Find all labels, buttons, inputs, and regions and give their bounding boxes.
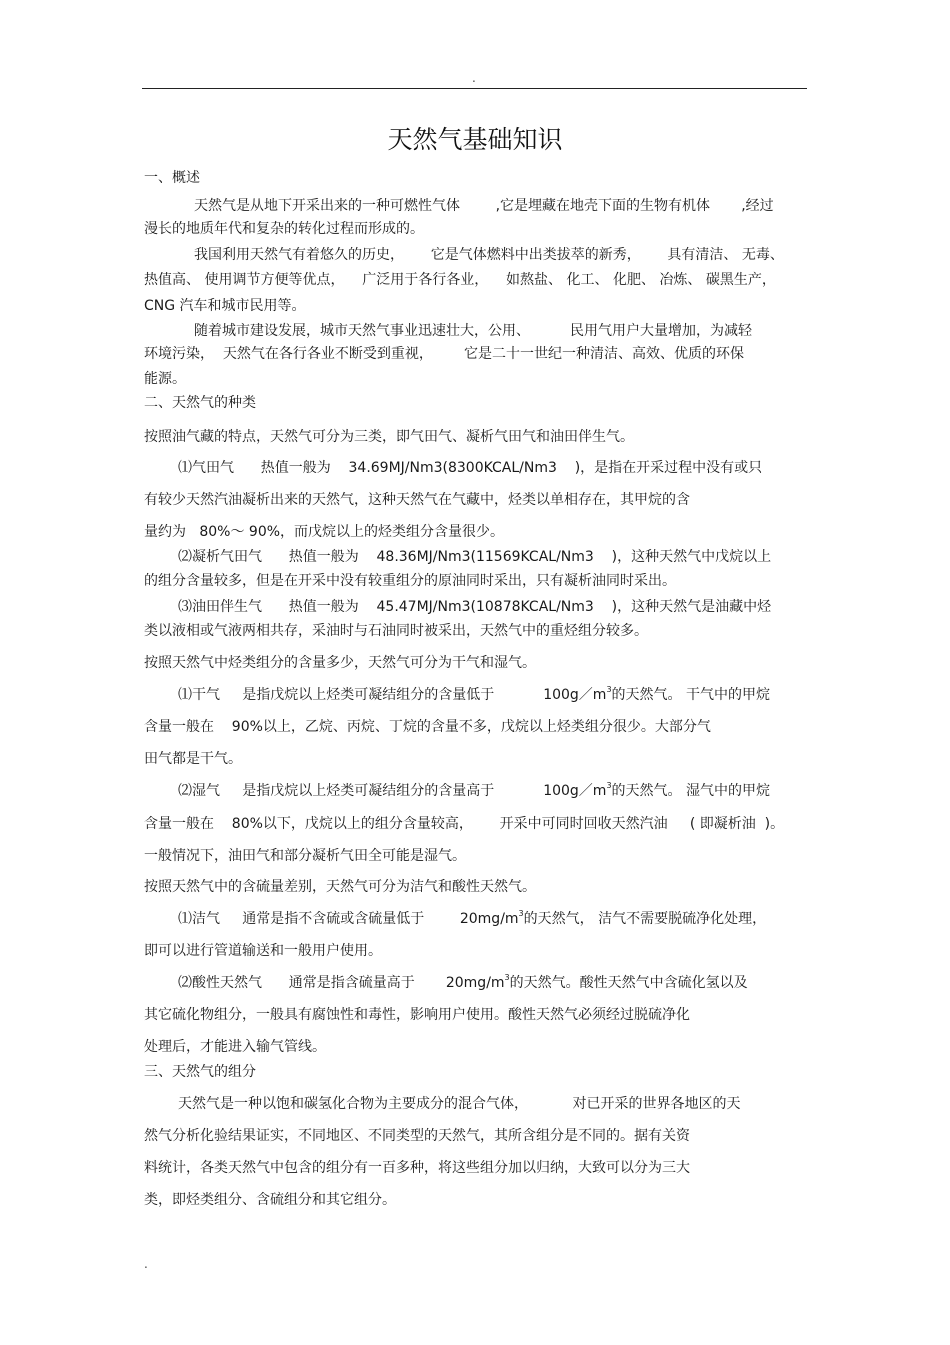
text-line-content: 能源。 — [144, 371, 186, 387]
text-line — [144, 941, 382, 961]
text-line-content: 含量一般在 80%以下，戊烷以上的组分含量较高， 开采中可同时回收天然汽油 ( 即凝析油 )。 — [144, 816, 785, 832]
text-line-content: 然气分析化验结果证实，不同地区、不同类型的天然气，其所含组分是不同的。据有关资 — [144, 1128, 690, 1144]
text-line-content: 类以液相或气液两相共存，采油时与石油同时被采出，天然气中的重烃组分较多。 — [144, 623, 648, 639]
text-line-content: ⑵凝析气田气 热值一般为 48.36MJ/Nm3(11569KCAL/Nm3 )，这种天然气中戊烷以上 — [178, 549, 772, 565]
text-line-tail: 的天然气。 干气中的甲烷 — [611, 687, 770, 703]
text-line-content: 类，即烃类组分、含硫组分和其它组分。 — [144, 1192, 396, 1208]
text-line — [144, 717, 711, 737]
text-line-tail: 的天然气。酸性天然气中含硫化氢以及 — [509, 975, 748, 991]
text-line — [144, 522, 504, 542]
text-line-content: 即可以进行管道输送和一般用户使用。 — [144, 943, 382, 959]
text-line — [144, 621, 648, 641]
text-line — [144, 653, 536, 673]
text-line — [144, 369, 186, 389]
text-line-content: ⑴干气 是指戊烷以上烃类可凝结组分的含量低于 100g／m — [178, 687, 607, 703]
text-line — [144, 571, 676, 591]
text-line-content: 按照天然气中的含硫量差别，天然气可分为洁气和酸性天然气。 — [144, 879, 536, 895]
text-line-content: 热值高、 使用调节方便等优点， 广泛用于各行各业， 如熬盐、 化工、 化肥、 冶炼、 碳黑生产， — [144, 272, 776, 288]
text-line — [144, 846, 466, 866]
text-line — [144, 1126, 690, 1146]
text-line — [178, 909, 766, 929]
text-line — [144, 749, 242, 769]
text-line — [144, 270, 776, 290]
text-line-content: 按照天然气中烃类组分的含量多少，天然气可分为干气和湿气。 — [144, 655, 536, 671]
text-line-content: ⑵酸性天然气 通常是指含硫量高于 20mg/m — [178, 975, 505, 991]
text-line — [144, 219, 424, 239]
text-line-content: 漫长的地质年代和复杂的转化过程而形成的。 — [144, 221, 424, 237]
text-line — [178, 973, 748, 993]
text-line — [178, 597, 771, 617]
superscript: 3 — [606, 781, 612, 790]
text-line-content: 按照油气藏的特点，天然气可分为三类，即气田气、凝析气田气和油田伴生气。 — [144, 429, 634, 445]
text-line — [144, 296, 306, 316]
text-line-content: 环境污染， 天然气在各行各业不断受到重视， 它是二十一世纪一种清洁、高效、优质的环保 — [144, 346, 745, 362]
text-line — [144, 1005, 690, 1025]
header-rule — [142, 88, 807, 89]
text-line-content: ⑴洁气 通常是指不含硫或含硫量低于 20mg/m — [178, 911, 519, 927]
text-line-content: ⑴气田气 热值一般为 34.69MJ/Nm3(8300KCAL/Nm3 )，是指在开采过程中没有或只 — [178, 460, 763, 476]
text-line — [194, 245, 784, 265]
superscript: 3 — [606, 685, 612, 694]
text-line — [144, 490, 690, 510]
text-line-tail: 的天然气， 洁气不需要脱硫净化处理， — [523, 911, 767, 927]
text-line — [144, 1190, 396, 1210]
text-line-content: 天然气是从地下开采出来的一种可燃性气体 ,它是埋藏在地壳下面的生物有机体 ,经过 — [194, 198, 774, 214]
text-line — [178, 685, 770, 705]
text-line-tail: 的天然气。 湿气中的甲烷 — [611, 783, 770, 799]
text-line-content: 一般情况下，油田气和部分凝析气田全可能是湿气。 — [144, 848, 466, 864]
text-line-content: 处理后，才能进入输气管线。 — [144, 1039, 326, 1055]
text-line — [144, 814, 784, 834]
text-line — [144, 344, 744, 364]
superscript: 3 — [504, 973, 510, 982]
text-line — [144, 1158, 690, 1178]
text-line-content: 的组分含量较多，但是在开采中没有较重组分的原油同时采出，只有凝析油同时采出。 — [144, 573, 676, 589]
text-line-content: 含量一般在 90%以上，乙烷、丙烷、丁烷的含量不多，戊烷以上烃类组分很少。大部分气 — [144, 719, 711, 735]
document-title: 天然气基础知识 — [387, 125, 563, 154]
text-line-content: ⑶油田伴生气 热值一般为 45.47MJ/Nm3(10878KCAL/Nm3 )，这种天然气是油藏中烃 — [178, 599, 772, 615]
text-line — [144, 1062, 256, 1082]
text-line-content: 天然气是一种以饱和碳氢化合物为主要成分的混合气体， 对已开采的世界各地区的天 — [178, 1096, 741, 1112]
footer-dot: . — [144, 1257, 148, 1271]
text-line — [178, 547, 771, 567]
text-line — [144, 393, 256, 413]
text-line — [144, 877, 536, 897]
text-line — [144, 427, 634, 447]
text-line — [194, 196, 774, 216]
text-line — [144, 168, 200, 188]
text-line-content: 有较少天然汽油凝析出来的天然气，这种天然气在气藏中，烃类以单相存在，其甲烷的含 — [144, 492, 690, 508]
text-line-content: 我国利用天然气有着悠久的历史， 它是气体燃料中出类拔萃的新秀， 具有清洁、 无毒、 — [194, 247, 784, 263]
text-line-content: 量约为 80%～ 90%，而戊烷以上的烃类组分含量很少。 — [144, 524, 505, 540]
header-dot: . — [472, 71, 476, 85]
text-line-content: 一、概述 — [144, 170, 200, 186]
superscript: 3 — [518, 909, 524, 918]
text-line-content: 田气都是干气。 — [144, 751, 242, 767]
text-line — [178, 781, 770, 801]
text-line — [178, 1094, 741, 1114]
text-line-content: 二、天然气的种类 — [144, 395, 256, 411]
text-line — [194, 321, 752, 341]
text-line-content: 三、天然气的组分 — [144, 1064, 256, 1080]
text-line-content: 料统计，各类天然气中包含的组分有一百多种，将这些组分加以归纳，大致可以分为三大 — [144, 1160, 690, 1176]
text-line — [178, 458, 762, 478]
text-line-content: 其它硫化物组分，一般具有腐蚀性和毒性，影响用户使用。酸性天然气必须经过脱硫净化 — [144, 1007, 690, 1023]
text-line-content: ⑵湿气 是指戊烷以上烃类可凝结组分的含量高于 100g／m — [178, 783, 607, 799]
text-line-content: 随着城市建设发展，城市天然气事业迅速壮大，公用、 民用气用户大量增加，为减轻 — [194, 323, 753, 339]
text-line-content: CNG 汽车和城市民用等。 — [144, 298, 306, 314]
text-line — [144, 1037, 326, 1057]
